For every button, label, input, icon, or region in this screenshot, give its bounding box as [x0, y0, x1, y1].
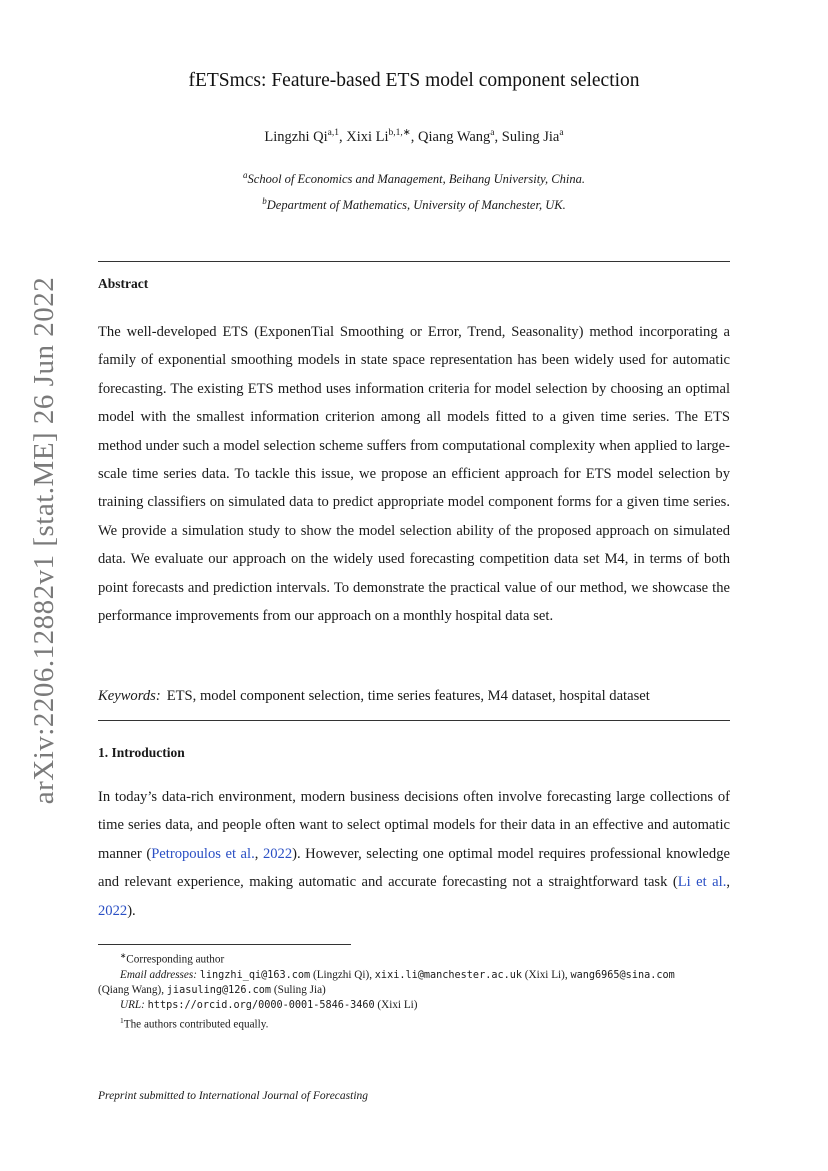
email-label: Email addresses: — [120, 968, 197, 981]
intro-text: ). — [127, 902, 136, 919]
section-heading: 1. Introduction — [98, 745, 185, 760]
author-name: Qiang Wang — [418, 128, 491, 145]
arxiv-sidebar — [14, 230, 76, 850]
email-address[interactable]: wang6965@sina.com — [570, 969, 675, 981]
keywords — [98, 688, 738, 705]
affiliation — [0, 170, 828, 187]
abstract-heading: Abstract — [98, 276, 149, 291]
citation-year: 2022 — [262, 845, 293, 862]
email-address[interactable]: xixi.li@manchester.ac.uk — [374, 969, 522, 981]
preprint-note: Preprint submitted to International Journal of Forecasting — [98, 1090, 369, 1102]
paper-title: fETSmcs: Feature-based ETS model component selection — [188, 70, 640, 91]
author-list: Lingzhi Qi$^{a,1}$, Xixi $Li^{b,1,∗}$, Qiang Wang$^a$, Suling Jia$^a$ — [264, 128, 564, 145]
citation-link[interactable] — [678, 874, 727, 890]
keywords-label: Keywords: — [98, 688, 161, 704]
email-owner: (Qiang Wang), — [98, 983, 164, 996]
url-owner: (Xixi Li) — [377, 998, 418, 1011]
intro-text: ). However, selecting one optimal model requires professional knowledge and relevant experience, making automatic and accurate forecasting not a straightforward task ( — [98, 845, 730, 891]
footnote-emails — [98, 968, 738, 983]
footnote-equal-contribution — [98, 1013, 738, 1033]
author-name: Xixi Li — [346, 128, 389, 145]
citation-link[interactable] — [151, 846, 255, 862]
affiliation-text: Department of Mathematics, University of Manchester, UK. — [266, 198, 566, 213]
intro-text: In today’s data-rich environment, modern business decisions often involve forecasting large collections of time series data, and people often want to select optimal models for their data in an effective and automatic manner ( — [98, 789, 730, 862]
author-affiliation-mark: a — [490, 128, 495, 138]
orcid-link[interactable]: https://orcid.org/0000-0001-5846-3460 — [147, 999, 375, 1011]
email-owner: (Xixi Li), — [524, 968, 568, 981]
author-name: Suling Jia — [501, 128, 560, 145]
url-label: URL: — [120, 998, 145, 1011]
email-address[interactable]: jiasuling@126.com — [166, 984, 272, 996]
affiliation-mark: a — [243, 170, 248, 180]
abstract-text: The well-developed ETS (ExponenTial Smoothing or Error, Trend, Seasonality) method incorporating a family of exponential smoothing models in state space representation has been widely used for automatic forecasting. The existing ETS method uses information criteria for model selection by choosing an optimal model with the smallest information criterion among all models fitted to a given time series. The ETS method under such a model selection scheme suffers from computational complexity when applied to large-scale time series data. To tackle this issue, we propose an efficient approach for ETS model selection by training classifiers on simulated data to predict appropriate model component forms for a given time series. We provide a simulation study to show the model selection ability of the proposed approach on simulated data. We evaluate our approach on the widely used forecasting competition data set M4, in terms of both point forecasts and prediction intervals. To demonstrate the practical value of our method, we showcase the performance improvements from our approach on a monthly hospital data set. — [98, 324, 730, 625]
footnote-emails-cont — [98, 983, 738, 998]
citation-author: Li et al. — [677, 874, 727, 891]
footnote-text: The authors contributed equally. — [123, 1018, 269, 1031]
citation-year: 2022 — [98, 902, 128, 919]
affiliation — [0, 196, 828, 213]
email-owner: (Suling Jia) — [273, 983, 326, 996]
citation-separator: , — [726, 874, 730, 891]
footnote-corresponding — [98, 948, 738, 968]
author-name: Lingzhi Qi — [264, 128, 328, 145]
author-affiliation-mark: a,1 — [327, 128, 339, 138]
footnote-mark: ∗ — [120, 951, 127, 960]
author-affiliation-mark: b,1,∗ — [388, 128, 411, 138]
email-owner: (Lingzhi Qi), — [312, 968, 372, 981]
footnote-url — [98, 998, 738, 1013]
abstract-top-rule — [98, 261, 730, 262]
footnotes — [98, 948, 738, 1032]
affiliation-text: School of Economics and Management, Beihang University, China. — [247, 172, 585, 187]
author-affiliation-mark: a — [559, 128, 564, 138]
email-address[interactable]: lingzhi_qi@163.com — [199, 969, 311, 981]
keywords-text: ETS, model component selection, time series features, M4 dataset, hospital dataset — [166, 688, 650, 704]
arxiv-identifier: arXiv:2206.12882v1 [stat.ME] 26 Jun 2022 — [28, 276, 61, 804]
footnote-text: Corresponding author — [126, 953, 225, 966]
citation-link[interactable] — [263, 846, 292, 862]
citation-author: Petropoulos et al. — [151, 845, 255, 862]
introduction-paragraph — [98, 783, 730, 925]
citation-separator: , — [254, 845, 263, 862]
affiliation-mark: b — [262, 196, 267, 206]
citation-link[interactable] — [98, 903, 127, 919]
abstract-bottom-rule — [98, 720, 730, 721]
footnote-rule — [98, 944, 351, 945]
footnote-mark: 1 — [120, 1015, 124, 1025]
